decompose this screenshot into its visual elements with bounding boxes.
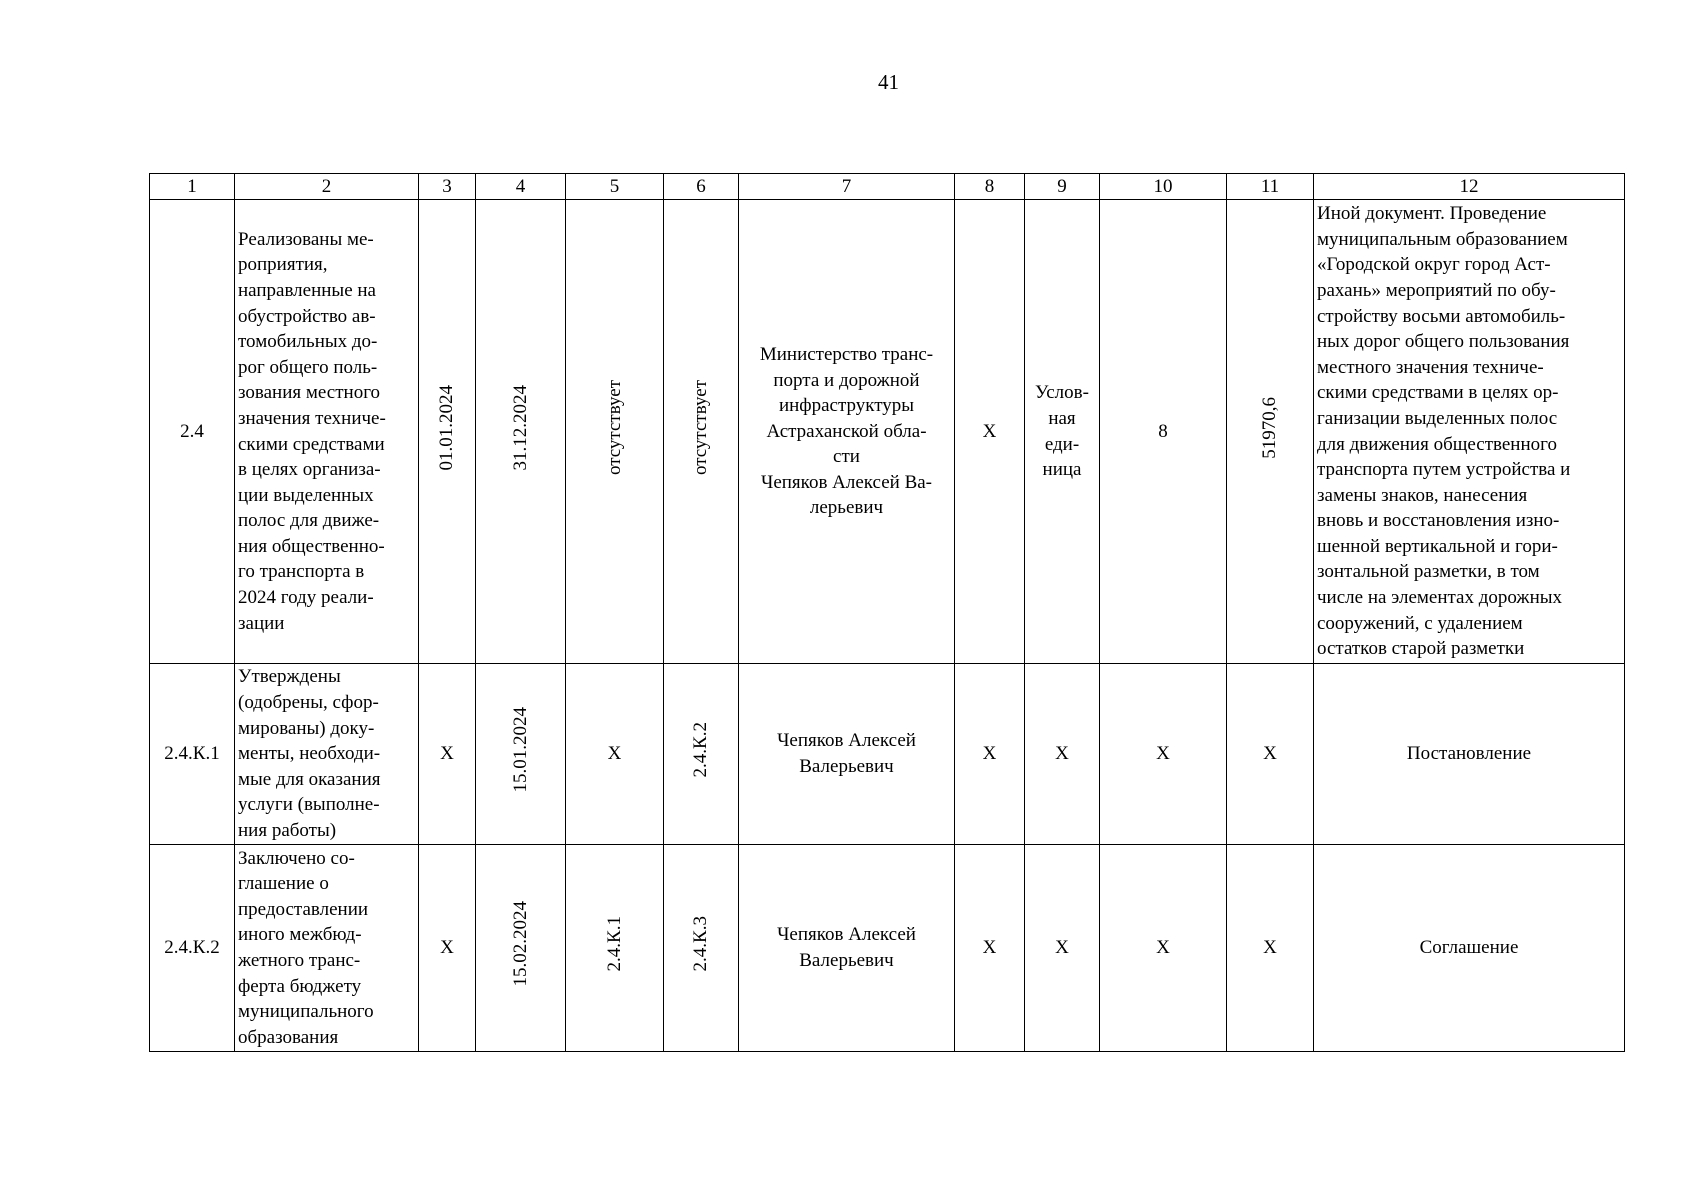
header-cell: 2	[235, 174, 419, 200]
end-date-cell	[476, 200, 566, 664]
header-cell: 6	[664, 174, 739, 200]
col8-value: X	[955, 200, 1025, 664]
header-cell: 10	[1100, 174, 1227, 200]
header-cell: 8	[955, 174, 1025, 200]
col10-value: X	[1100, 845, 1227, 1052]
col11-value: X	[1227, 845, 1314, 1052]
start-date: 01.01.2024	[436, 384, 458, 471]
col6-value: 2.4.К.3	[690, 916, 712, 972]
end-date-cell	[476, 664, 566, 845]
end-date: 15.02.2024	[509, 901, 531, 987]
row-number: 2.4	[150, 200, 235, 664]
row-name-cell	[235, 845, 419, 1052]
col11-value: 51970,6	[1259, 396, 1281, 459]
col6-cell	[664, 845, 739, 1052]
col8-value: X	[955, 664, 1025, 845]
end-date: 31.12.2024	[509, 384, 531, 471]
responsible-cell	[739, 200, 955, 664]
table-row	[150, 664, 1625, 845]
header-cell: 7	[739, 174, 955, 200]
document-text: Иной документ. Проведение муниципальным образованием «Городской округ город Аст- рахань» мероприятий по обу- стройству восьми автомобиль- ных дорог общего пользования местного значения техниче- скими средствами в целях ор- ганизации выделенных полос для движения общественного транспорта путем устройства и замены знаков, нанесения вновь и восстановления изно- шенной вертикальной и гори- зонтальной разметки, в том числе на элементах дорожных сооружений, с удалением остатков старой разметки	[1317, 203, 1571, 660]
header-cell: 9	[1025, 174, 1100, 200]
col8-value: X	[955, 845, 1025, 1052]
document-text: Постановление	[1314, 664, 1625, 845]
col5-value: 2.4.К.1	[603, 916, 625, 972]
header-cell: 5	[566, 174, 664, 200]
row-name: Реализованы ме- роприятия, направленные на обустройство ав- томобильных до- рог общего поль- зования местного значения техниче- скими средствами в целях организа- ции выделенных полос для движе- ния общественно- го транспорта в 2024 году реали- зации	[238, 228, 386, 634]
col5-value: X	[566, 664, 664, 845]
row-number: 2.4.К.1	[150, 664, 235, 845]
col10-value: X	[1100, 664, 1227, 845]
col5-value: отсутствует	[603, 380, 625, 476]
plan-table	[149, 173, 1625, 1052]
header-row	[150, 174, 1625, 200]
header-cell: 4	[476, 174, 566, 200]
responsible-cell	[739, 664, 955, 845]
col5-cell	[566, 200, 664, 664]
end-date: 15.01.2024	[509, 707, 531, 793]
col6-value: отсутствует	[690, 380, 712, 476]
start-date-value: X	[419, 664, 476, 845]
row-name: Заключено со- глашение о предоставлении иного межбюд- жетного транс- ферта бюджету муниципального образования	[238, 847, 374, 1048]
unit: Услов- ная еди- ница	[1035, 382, 1089, 481]
header-cell: 3	[419, 174, 476, 200]
unit-cell	[1025, 200, 1100, 664]
document-text: Соглашение	[1314, 845, 1625, 1052]
responsible: Чепяков Алексей Валерьевич	[777, 924, 916, 971]
responsible: Чепяков Алексей Валерьевич	[777, 730, 916, 777]
page-number: 41	[878, 70, 899, 94]
col6-cell	[664, 664, 739, 845]
row-name-cell	[235, 664, 419, 845]
document-cell	[1314, 200, 1625, 664]
end-date-cell	[476, 845, 566, 1052]
row-number: 2.4.К.2	[150, 845, 235, 1052]
row-name: Утверждены (одобрены, сфор- мированы) доку- менты, необходи- мые для оказания услуги (выполне- ния работы)	[238, 666, 381, 841]
responsible-cell	[739, 845, 955, 1052]
unit: X	[1025, 664, 1100, 845]
start-date-value: X	[419, 845, 476, 1052]
row-name-cell	[235, 200, 419, 664]
header-cell: 11	[1227, 174, 1314, 200]
responsible: Министерство транс- порта и дорожной инфраструктуры Астраханской обла- сти Чепяков Алексей Ва- лерьевич	[759, 343, 934, 519]
col5-cell	[566, 845, 664, 1052]
header-cell: 1	[150, 174, 235, 200]
col11-value: X	[1227, 664, 1314, 845]
start-date-cell	[419, 200, 476, 664]
col6-value: 2.4.К.2	[690, 722, 712, 778]
unit: X	[1025, 845, 1100, 1052]
table-row	[150, 200, 1625, 664]
col11-cell	[1227, 200, 1314, 664]
col6-cell	[664, 200, 739, 664]
col10-value: 8	[1100, 200, 1227, 664]
table-row	[150, 845, 1625, 1052]
header-cell: 12	[1314, 174, 1625, 200]
